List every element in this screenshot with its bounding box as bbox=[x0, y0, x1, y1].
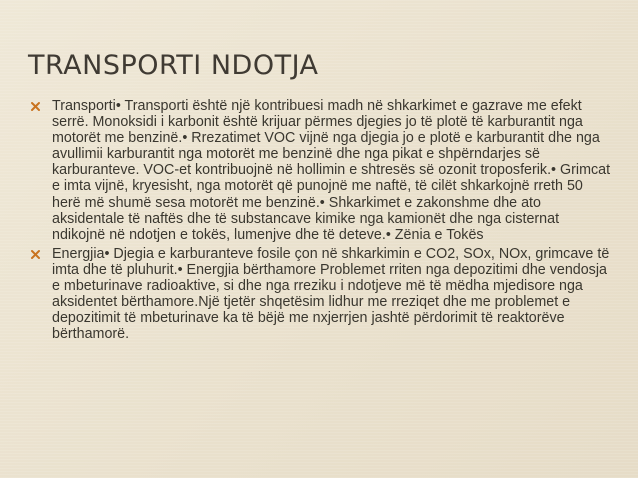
bullet-item-transport bbox=[30, 98, 615, 243]
bullet-text: Transporti• Transporti është një kontribuesi madh në shkarkimet e gazrave me efekt serrë. Monoksidi i karbonit është krijuar përmes djegies jo të plotë të karburantit nga motorët me benzinë.• Rrezatimet VOC vijnë nga djegia jo e plotë e karburantit dhe nga avullimii karburantit nga motorët me benzinë dhe nga pikat e shpërndarjes së karburanteve. VOC-et kontribuojnë në hollimin e shtresës së ozonit troposferik.• Grimcat e imta vijnë, kryesisht, nga motorët që punojnë me naftë, të cilët shkarkojnë rreth 50 herë më shumë sesa motorët me benzinë.• Shkarkimet e zakonshme dhe ato aksidentale të naftës dhe të substancave kimike nga kamionët dhe nga cisternat ndikojnë në ndotjen e tokës, lumenjve dhe të deteve.• Zënia e Tokës bbox=[52, 98, 611, 243]
x-mark-bullet-icon bbox=[30, 101, 41, 112]
slide-title: TRANSPORTI NDOTJA bbox=[28, 50, 319, 81]
bullet-list bbox=[30, 98, 615, 345]
bullet-text: Energjia• Djegia e karburanteve fosile çon në shkarkimin e CO2, SOx, NOx, grimcave të imta dhe të pluhurit.• Energjia bërthamore Problemet rriten nga depozitimi dhe vendosja e mbeturinave radioaktive, si dhe nga rreziku i ndotjeve më të mëdha mjedisore nga aksidentet bërthamore.Një tjetër shqetësim lidhur me rreziqet dhe me problemet e depozitimit të mbeturinave ka të bëjë me nxjerrjen jashtë përdorimit të reaktorëve bërthamorë. bbox=[52, 245, 610, 343]
bullet-item-energy bbox=[30, 246, 615, 343]
x-mark-bullet-icon bbox=[30, 249, 41, 260]
